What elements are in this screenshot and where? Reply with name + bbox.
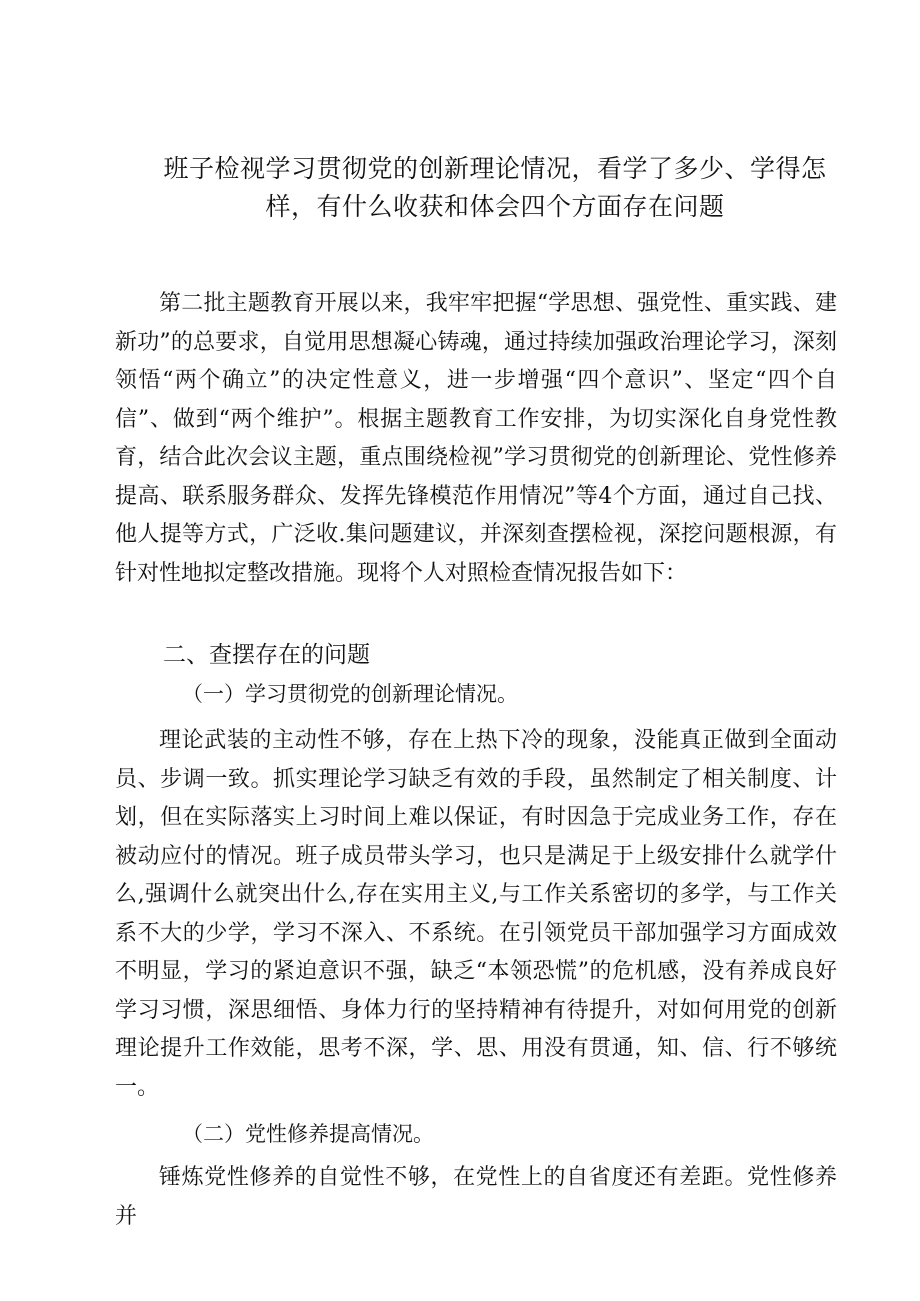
- subsection-heading-2: （二）党性修养提高情况。: [182, 1122, 434, 1146]
- paragraph-2: 锤炼党性修养的自觉性不够，在党性上的自省度还有差距。党性修养并: [115, 1165, 837, 1229]
- paragraph-1: 理论武装的主动性不够，存在上热下冷的现象，没能真正做到全面动员、步调一致。抓实理论学习缺乏有效的手段，虽然制定了相关制度、计划，但在实际落实上习时间上难以保证，有时因急于完成业务工作，存在被动应付的情况。班子成员带头学习，也只是满足于上级安排什么就学什么,强调什么就突出什么,存在实用主义,与工作关系密切的多学，与工作关系不大的少学，学习不深入、不系统。在引领党员干部加强学习方面成效不明显，学习的紧迫意识不强，缺乏“本领恐慌”的危机感，没有养成良好学习习惯，深思细悟、身体力行的坚持精神有待提升，对如何用党的创新理论提升工作效能，思考不深，学、思、用没有贯通，知、信、行不够统一。: [115, 728, 837, 1100]
- document-title: 班子检视学习贯彻党的创新理论情况，看学了多少、学得怎样，有什么收获和体会四个方面存在问题: [163, 154, 827, 221]
- intro-paragraph: 第二批主题教育开展以来，我牢牢把握“学思想、强党性、重实践、建新功”的总要求，自觉用思想凝心铸魂，通过持续加强政治理论学习，深刻领悟“两个确立”的决定性意义，进一步增强“四个意识”、坚定“四个自信”、做到“两个维护”。根据主题教育工作安排，为切实深化自身党性教育，结合此次会议主题，重点围绕检视”学习贯彻党的创新理论、党性修养提高、联系服务群众、发挥先锋模范作用情况”等4个方面，通过自己找、他人提等方式，广泛收.集问题建议，并深刻查摆检视，深挖问题根源，有针对性地拟定整改措施。现将个人对照检查情况报告如下：: [115, 291, 837, 586]
- subsection-heading-1: （一）学习贯彻党的创新理论情况。: [182, 682, 518, 706]
- section-heading: 二、查摆存在的问题: [163, 642, 370, 668]
